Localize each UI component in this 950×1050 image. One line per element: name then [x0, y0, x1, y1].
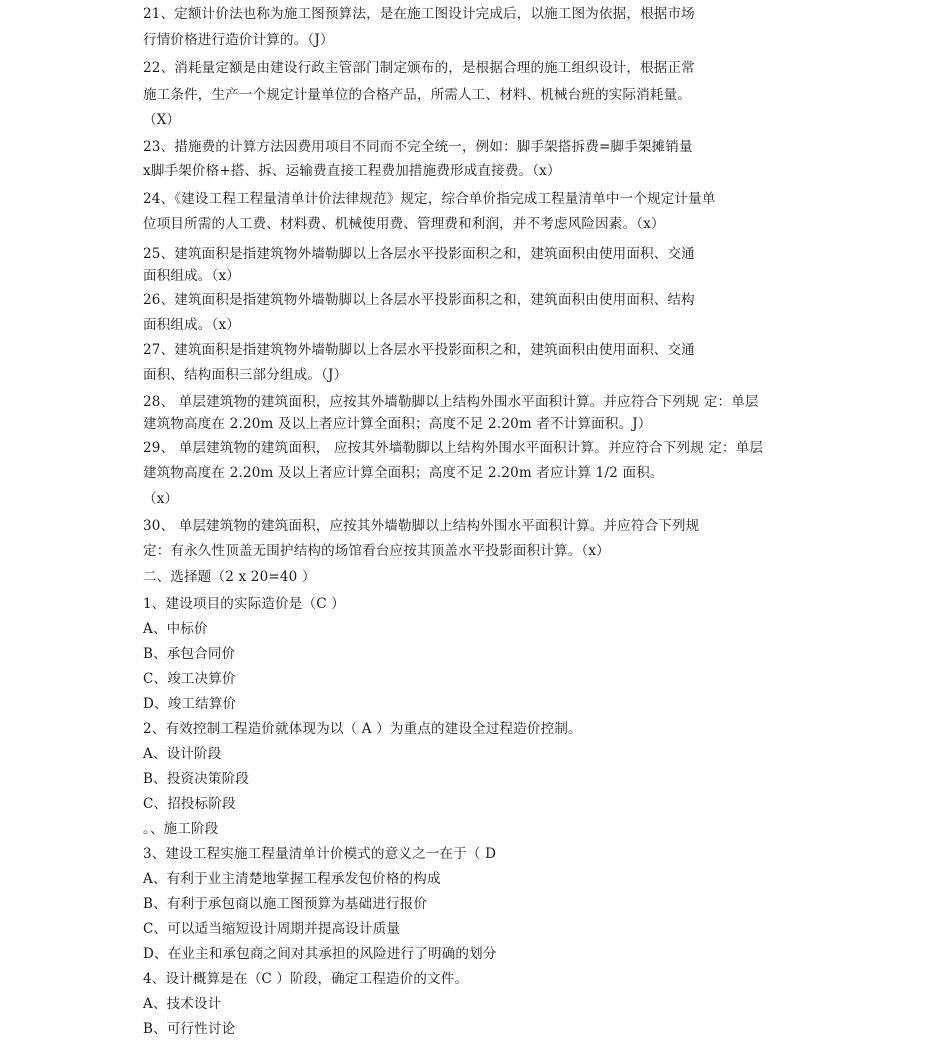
option-text: 。、施工阶段	[143, 821, 219, 837]
text-line: 定：有永久性顶盖无围护结构的场馆看台应按其顶盖水平投影面积计算。（x）	[143, 543, 610, 559]
text-line: 25、建筑面积是指建筑物外墙勒脚以上各层水平投影面积之和，建筑面积由使用面积、交通	[143, 246, 695, 262]
text-line: （x）	[143, 491, 179, 507]
text-line: 面积、结构面积三部分组成。（J）	[143, 367, 348, 383]
text-line: 24、《建设工程工程量清单计价法律规范》规定，综合单价指完成工程量清单中一个规定计量单	[143, 191, 716, 207]
text-line: x脚手架价格+搭、拆、运输费直接工程费加措施费形成直接费。（x）	[143, 163, 561, 179]
option-text: D、在业主和承包商之间对其承担的风险进行了明确的划分	[143, 946, 497, 962]
text-line: 23、措施费的计算方法因费用项目不同而不完全统一，例如：脚手架搭拆费=脚手架摊销量	[143, 139, 693, 155]
text-line: 29、 单层建筑物的建筑面积， 应按其外墙勒脚以上结构外围水平面积计算。并应符合下列规 定：单层	[143, 440, 764, 456]
option-text: B、承包合同价	[143, 646, 236, 662]
text-line: 27、建筑面积是指建筑物外墙勒脚以上各层水平投影面积之和，建筑面积由使用面积、交通	[143, 342, 695, 358]
option-text: B、可行性讨论	[143, 1021, 236, 1037]
text-line: 行情价格进行造价计算的。（J）	[143, 32, 334, 48]
text-line: 建筑物高度在 2.20m 及以上者应计算全面积；高度不足 2.20m 者不计算面积。J）	[143, 416, 652, 432]
text-line: 26、建筑面积是指建筑物外墙勒脚以上各层水平投影面积之和，建筑面积由使用面积、结构	[143, 292, 695, 308]
text-line: 21、定额计价法也称为施工图预算法，是在施工图设计完成后，以施工图为依据，根据市场	[143, 6, 695, 22]
text-line: 面积组成。（x）	[143, 317, 240, 333]
option-text: B、有利于承包商以施工图预算为基础进行报价	[143, 896, 428, 912]
option-text: C、竣工决算价	[143, 671, 236, 687]
option-text: D、竣工结算价	[143, 696, 237, 712]
text-line: 面积组成。（x）	[143, 268, 240, 284]
option-text: A、有利于业主清楚地掌握工程承发包价格的构成	[143, 871, 441, 887]
text-line: 28、 单层建筑物的建筑面积，应按其外墙勒脚以上结构外围水平面积计算。并应符合下列规 定：单层	[143, 394, 759, 410]
section-heading: 二、选择题（2 x 20=40 ）	[143, 569, 316, 585]
text-line: 建筑物高度在 2.20m 及以上者应计算全面积；高度不足 2.20m 者应计算 1/2 面积。	[143, 465, 664, 481]
question-text: 3、建设工程实施工程量清单计价模式的意义之一在于（ D	[143, 846, 497, 862]
text-line: 施工条件，生产一个规定计量单位的合格产品，所需人工、材料、机械台班的实际消耗量。	[143, 87, 691, 103]
text-line: 30、 单层建筑物的建筑面积，应按其外墙勒脚以上结构外围水平面积计算。并应符合下列规	[143, 518, 700, 534]
option-text: C、可以适当缩短设计周期并提高设计质量	[143, 921, 401, 937]
text-line: （X）	[143, 112, 181, 128]
option-text: B、投资决策阶段	[143, 771, 250, 787]
option-text: A、设计阶段	[143, 746, 222, 762]
option-text: A、中标价	[143, 621, 208, 637]
question-text: 2、有效控制工程造价就体现为以（ A ）为重点的建设全过程造价控制。	[143, 721, 582, 737]
option-text: C、招投标阶段	[143, 796, 236, 812]
text-line: 位项目所需的人工费、材料费、机械使用费、管理费和利润，并不考虑风险因素。（x）	[143, 216, 665, 232]
question-text: 4、设计概算是在（C ）阶段，确定工程造价的文件。	[143, 971, 469, 987]
option-text: A、技术设计	[143, 996, 222, 1012]
text-line: 22、消耗量定额是由建设行政主管部门制定颁布的，是根据合理的施工组织设计，根据正常	[143, 60, 695, 76]
question-text: 1、建设项目的实际造价是（C ）	[143, 596, 345, 612]
